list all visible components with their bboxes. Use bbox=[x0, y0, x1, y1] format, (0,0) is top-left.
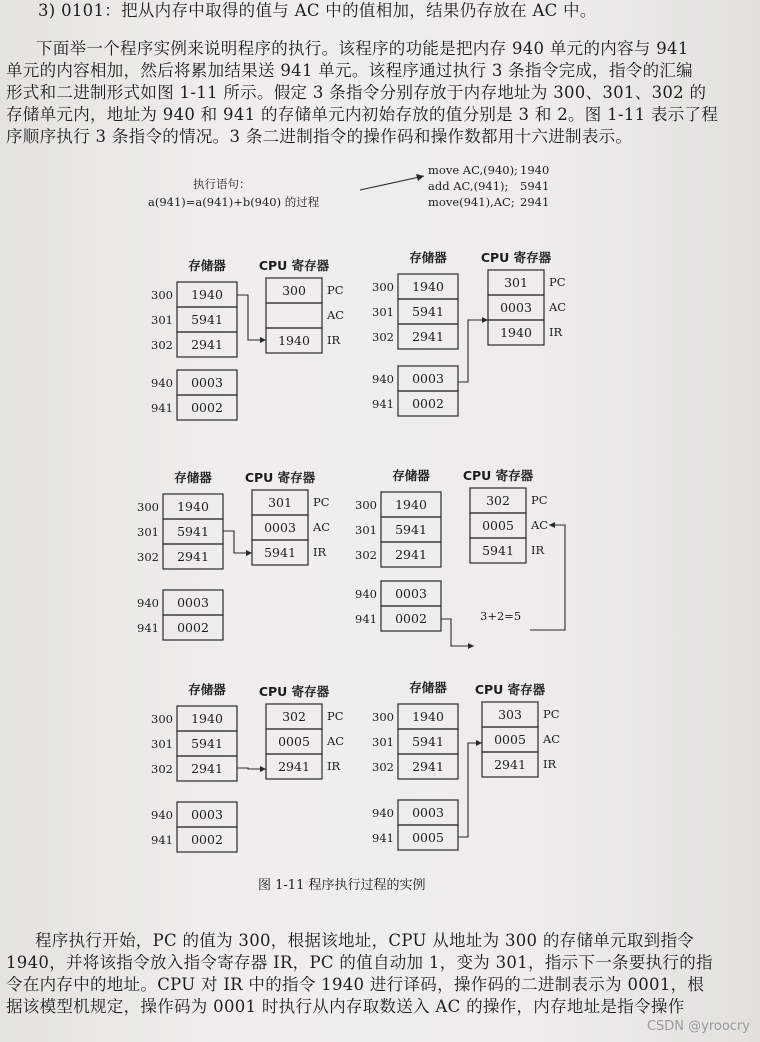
arrow-head bbox=[416, 174, 424, 181]
memory-value: 2941 bbox=[412, 329, 444, 344]
register-value: 301 bbox=[268, 495, 292, 510]
statement-expression: a(941)=a(941)+b(940) 的过程 bbox=[148, 195, 320, 209]
register-name: IR bbox=[531, 543, 545, 557]
arrow-head bbox=[260, 337, 266, 343]
register-name: IR bbox=[543, 757, 557, 771]
memory-address: 300 bbox=[372, 710, 394, 724]
memory-value: 0003 bbox=[191, 807, 223, 822]
memory-address: 301 bbox=[355, 523, 377, 537]
arrow-head bbox=[468, 643, 474, 649]
register-name: PC bbox=[327, 709, 344, 723]
memory-value: 0002 bbox=[177, 620, 209, 635]
register-name: PC bbox=[531, 493, 548, 507]
paragraph-execution-explanation bbox=[0, 930, 760, 1018]
memory-address: 301 bbox=[137, 525, 159, 539]
memory-value: 0003 bbox=[412, 805, 444, 820]
memory-value: 1940 bbox=[412, 709, 444, 724]
register-name: PC bbox=[313, 495, 330, 509]
instr-asm-3: move(941),AC; bbox=[428, 195, 515, 209]
text-line: 据该模型机规定，操作码为 0001 时执行从内存取数送入 AC 的操作，内存地址是指令操作 bbox=[6, 997, 685, 1016]
memory-address: 302 bbox=[355, 548, 377, 562]
memory-value: 5941 bbox=[177, 524, 209, 539]
instr-bin-3: 2941 bbox=[520, 195, 550, 209]
memory-value: 0002 bbox=[191, 400, 223, 415]
connector-arrow bbox=[223, 531, 252, 553]
memory-value: 0002 bbox=[191, 832, 223, 847]
memory-address: 940 bbox=[372, 806, 394, 820]
memory-address: 302 bbox=[151, 338, 173, 352]
register-name: AC bbox=[549, 300, 567, 314]
register-value: 301 bbox=[504, 275, 528, 290]
text-line: 程序执行开始，PC 的值为 300，根据该地址，CPU 从地址为 300 的存储单元取到指令 bbox=[35, 931, 695, 950]
instr-bin-2: 5941 bbox=[520, 179, 550, 193]
memory-address: 940 bbox=[151, 808, 173, 822]
watermark: CSDN @yroocry bbox=[646, 1019, 750, 1034]
register-value: 5941 bbox=[264, 545, 296, 560]
memory-value: 1940 bbox=[191, 711, 223, 726]
figure-caption: 图 1-11 程序执行过程的实例 bbox=[258, 878, 426, 893]
statement-label: 执行语句： bbox=[193, 177, 251, 191]
register-name: AC bbox=[531, 518, 549, 532]
text-line: 存储单元内，地址为 940 和 941 的存储单元内初始存放的值分别是 3 和 2。图 1-11 表示了程 bbox=[6, 105, 719, 124]
register-value: 1940 bbox=[278, 333, 310, 348]
register-cell bbox=[266, 303, 322, 328]
connector-arrow bbox=[237, 295, 266, 340]
statement-arrow bbox=[360, 176, 424, 190]
memory-value: 5941 bbox=[395, 522, 427, 537]
memory-address: 940 bbox=[151, 376, 173, 390]
paragraph-opcode-0101: 3) 0101：把从内存中取得的值与 AC 中的值相加，结果仍存放在 AC 中。 bbox=[38, 1, 597, 20]
memory-address: 301 bbox=[372, 305, 394, 319]
memory-value: 5941 bbox=[412, 304, 444, 319]
register-value: 0003 bbox=[500, 300, 532, 315]
memory-value: 5941 bbox=[191, 312, 223, 327]
memory-address: 941 bbox=[151, 833, 173, 847]
instr-asm-2: add AC,(941); bbox=[428, 179, 509, 193]
memory-address: 300 bbox=[137, 500, 159, 514]
memory-value: 1940 bbox=[395, 497, 427, 512]
cpu-register-header: CPU 寄存器 bbox=[480, 250, 552, 265]
register-value: 302 bbox=[486, 493, 510, 508]
memory-header: 存储器 bbox=[188, 682, 226, 697]
memory-address: 300 bbox=[355, 498, 377, 512]
memory-value: 5941 bbox=[412, 734, 444, 749]
instr-asm-1: move AC,(940); bbox=[428, 163, 518, 177]
memory-value: 0003 bbox=[191, 375, 223, 390]
memory-value: 0002 bbox=[395, 611, 427, 626]
memory-value: 2941 bbox=[395, 547, 427, 562]
memory-address: 302 bbox=[372, 760, 394, 774]
memory-address: 940 bbox=[137, 596, 159, 610]
register-value: 302 bbox=[282, 709, 306, 724]
register-name: PC bbox=[327, 283, 344, 297]
memory-address: 301 bbox=[372, 735, 394, 749]
memory-address: 302 bbox=[372, 330, 394, 344]
instr-bin-1: 1940 bbox=[520, 163, 550, 177]
register-value: 300 bbox=[282, 283, 306, 298]
memory-address: 300 bbox=[151, 712, 173, 726]
memory-value: 1940 bbox=[191, 287, 223, 302]
memory-address: 941 bbox=[151, 401, 173, 415]
memory-header: 存储器 bbox=[409, 680, 447, 695]
register-name: PC bbox=[549, 275, 566, 289]
memory-address: 301 bbox=[151, 737, 173, 751]
memory-address: 941 bbox=[355, 612, 377, 626]
register-name: AC bbox=[327, 308, 345, 322]
register-value: 0005 bbox=[494, 732, 526, 747]
memory-value: 2941 bbox=[191, 761, 223, 776]
memory-value: 1940 bbox=[177, 499, 209, 514]
register-name: IR bbox=[327, 333, 341, 347]
arrow-head bbox=[476, 740, 482, 746]
text-line: 序顺序执行 3 条指令的情况。3 条二进制指令的操作码和操作数都用十六进制表示。 bbox=[6, 127, 633, 146]
cpu-register-header: CPU 寄存器 bbox=[258, 684, 330, 699]
register-value: 5941 bbox=[482, 543, 514, 558]
connector-arrow bbox=[441, 619, 474, 646]
register-name: AC bbox=[543, 732, 561, 746]
memory-value: 2941 bbox=[177, 549, 209, 564]
memory-header: 存储器 bbox=[174, 470, 212, 485]
arrow-head bbox=[549, 522, 555, 528]
register-value: 0005 bbox=[278, 734, 310, 749]
memory-address: 300 bbox=[151, 288, 173, 302]
memory-value: 5941 bbox=[191, 736, 223, 751]
memory-address: 941 bbox=[372, 397, 394, 411]
register-name: IR bbox=[327, 759, 341, 773]
memory-address: 940 bbox=[372, 372, 394, 386]
register-value: 0003 bbox=[264, 520, 296, 535]
text-line: 1940，并将该指令放入指令寄存器 IR，PC 的值自动加 1，变为 301，指示下一条要执行的指 bbox=[6, 953, 713, 972]
cpu-register-header: CPU 寄存器 bbox=[474, 682, 546, 697]
cpu-register-header: CPU 寄存器 bbox=[258, 258, 330, 273]
cpu-register-header: CPU 寄存器 bbox=[462, 468, 534, 483]
memory-header: 存储器 bbox=[392, 468, 430, 483]
register-name: IR bbox=[549, 325, 563, 339]
arrow-head bbox=[260, 766, 266, 772]
memory-value: 1940 bbox=[412, 279, 444, 294]
text-line: 形式和二进制形式如图 1-11 所示。假定 3 条指令分别存放于内存地址为 300、301、302 的 bbox=[6, 83, 707, 102]
register-value: 1940 bbox=[500, 325, 532, 340]
connector-arrow bbox=[458, 320, 488, 382]
memory-value: 0003 bbox=[395, 586, 427, 601]
connector-arrow bbox=[530, 525, 565, 630]
register-name: AC bbox=[313, 520, 331, 534]
text-line: 令在内存中的地址。CPU 对 IR 中的指令 1940 进行译码，操作码的二进制表示为 0001，根 bbox=[6, 975, 705, 994]
text-line: 下面举一个程序实例来说明程序的执行。该程序的功能是把内存 940 单元的内容与 941 bbox=[36, 39, 689, 58]
connector-arrow bbox=[458, 743, 482, 837]
memory-header: 存储器 bbox=[409, 250, 447, 265]
memory-header: 存储器 bbox=[188, 258, 226, 273]
memory-address: 302 bbox=[137, 550, 159, 564]
register-name: PC bbox=[543, 707, 560, 721]
memory-address: 940 bbox=[355, 587, 377, 601]
register-value: 303 bbox=[498, 707, 522, 722]
text-line: 单元的内容相加，然后将累加结果送 941 单元。该程序通过执行 3 条指令完成，指令的汇编 bbox=[6, 61, 693, 80]
register-name: AC bbox=[327, 734, 345, 748]
memory-address: 302 bbox=[151, 762, 173, 776]
register-name: IR bbox=[313, 545, 327, 559]
arrow-head bbox=[246, 550, 252, 556]
memory-address: 301 bbox=[151, 313, 173, 327]
memory-value: 2941 bbox=[191, 337, 223, 352]
cpu-register-header: CPU 寄存器 bbox=[244, 470, 316, 485]
memory-value: 0003 bbox=[177, 595, 209, 610]
memory-address: 941 bbox=[137, 621, 159, 635]
memory-address: 941 bbox=[372, 831, 394, 845]
memory-value: 0005 bbox=[412, 830, 444, 845]
memory-value: 0003 bbox=[412, 371, 444, 386]
memory-value: 2941 bbox=[412, 759, 444, 774]
register-value: 2941 bbox=[278, 759, 310, 774]
arrow-head bbox=[482, 317, 488, 323]
sum-label: 3+2=5 bbox=[480, 609, 522, 623]
register-value: 2941 bbox=[494, 757, 526, 772]
register-value: 0005 bbox=[482, 518, 514, 533]
memory-value: 0002 bbox=[412, 396, 444, 411]
memory-address: 300 bbox=[372, 280, 394, 294]
